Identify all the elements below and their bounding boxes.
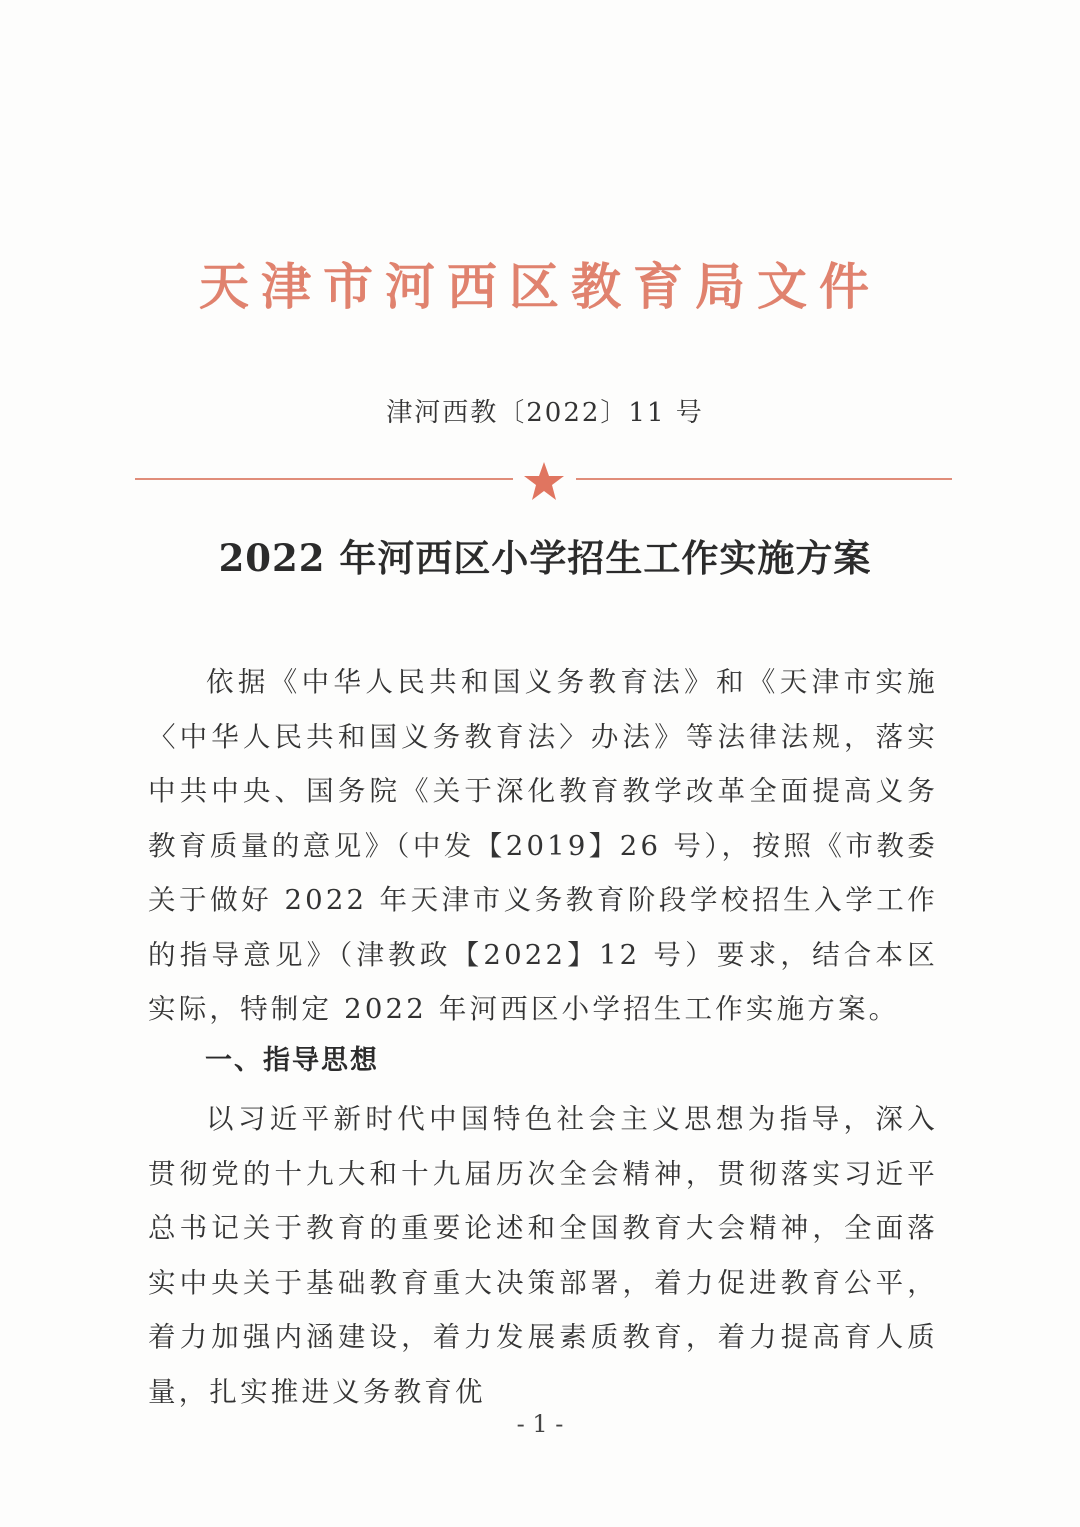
document-number: 津河西教〔2022〕11 号: [386, 398, 704, 428]
body-paragraph: 依据《中华人民共和国义务教育法》和《天津市实施〈中华人民共和国义务教育法〉办法》等法律法规，落实中共中央、国务院《关于深化教育教学改革全面提高义务教育质量的意见》（中发【2019】26 号），按照《市教委关于做好 2022 年天津市义务教育阶段学校招生入学工作的指导意见》（津教政【2022】12 号）要求，结合本区实际，特制定 2022 年河西区小学招生工作实施方案。: [148, 666, 938, 1025]
divider-line-left: [135, 478, 513, 480]
section-heading: 一、指导思想: [205, 1045, 379, 1076]
document-title: 2022 年河西区小学招生工作实施方案: [218, 536, 872, 580]
divider-line-right: [576, 478, 952, 480]
star-icon: [523, 461, 565, 501]
masthead-title: 天津市河西区教育局文件: [199, 258, 881, 316]
body-paragraph: 以习近平新时代中国特色社会主义思想为指导，深入贯彻党的十九大和十九届历次全会精神，贯彻落实习近平总书记关于教育的重要论述和全国教育大会精神，全面落实中央关于基础教育重大决策部署，着力促进教育公平，着力加强内涵建设，着力发展素质教育，着力提高育人质量，扎实推进义务教育优: [148, 1103, 938, 1408]
page-number: - 1 -: [516, 1410, 564, 1438]
